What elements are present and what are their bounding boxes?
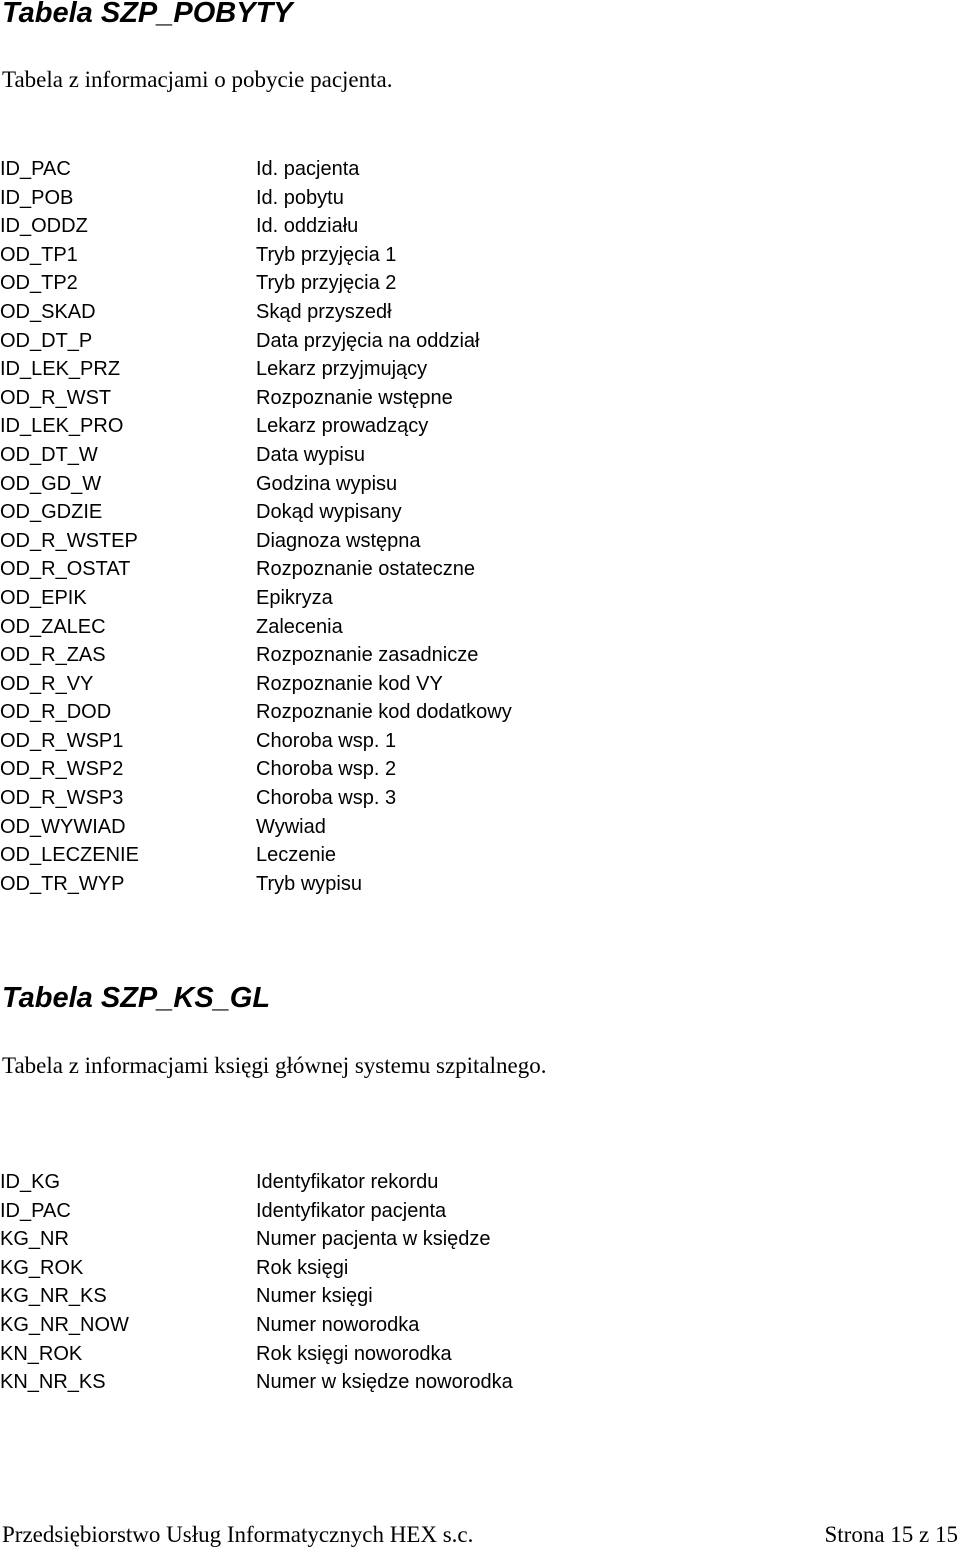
field-name: ID_PAC [0, 1199, 71, 1222]
field-row [0, 384, 940, 413]
field-name: OD_R_WSTEP [0, 529, 138, 552]
field-description: Leczenie [256, 844, 337, 867]
field-description: Data wypisu [256, 443, 365, 466]
field-name: OD_R_WSP3 [0, 787, 124, 810]
field-row [0, 1197, 940, 1226]
section-description: Tabela z informacjami o pobycie pacjenta. [2, 67, 393, 92]
field-name: KG_NR_NOW [0, 1313, 129, 1336]
field-description: Numer w księdze noworodka [256, 1371, 513, 1394]
field-description: Rozpoznanie zasadnicze [256, 644, 479, 667]
field-description: Id. pacjenta [256, 158, 360, 180]
field-description: Tryb przyjęcia 2 [256, 272, 397, 295]
field-row [0, 212, 940, 241]
field-row [0, 1340, 940, 1369]
field-description: Rok księgi [256, 1256, 349, 1279]
field-description: Choroba wsp. 2 [256, 758, 397, 781]
field-name: ID_ODDZ [0, 215, 88, 238]
field-description: Zalecenia [256, 615, 343, 638]
field-name: ID_PAC [0, 158, 71, 180]
field-description: Diagnoza wstępna [256, 529, 421, 552]
field-name: KG_NR [0, 1228, 69, 1251]
field-row [0, 727, 940, 756]
field-row [0, 527, 940, 556]
field-description: Identyfikator pacjenta [256, 1199, 447, 1222]
field-row [0, 241, 940, 270]
field-description: Wywiad [256, 815, 326, 838]
field-name: OD_TP2 [0, 272, 78, 295]
field-row [0, 298, 940, 327]
field-row [0, 813, 940, 842]
field-description: Lekarz prowadzący [256, 415, 429, 438]
field-name: OD_ZALEC [0, 615, 106, 638]
field-row [0, 1282, 940, 1311]
field-description: Choroba wsp. 3 [256, 787, 397, 810]
field-row [0, 641, 940, 670]
field-description: Rozpoznanie kod VY [256, 672, 443, 695]
field-row [0, 584, 940, 613]
field-row [0, 184, 940, 213]
field-row [0, 870, 940, 899]
field-description: Rozpoznanie kod dodatkowy [256, 701, 512, 724]
field-name: KN_ROK [0, 1342, 83, 1365]
field-row [0, 755, 940, 784]
field-row [0, 841, 940, 870]
field-name: OD_R_DOD [0, 701, 112, 724]
field-row [0, 269, 940, 298]
section-title: Tabela SZP_POBYTY [2, 0, 293, 29]
field-name: OD_R_OSTAT [0, 558, 131, 581]
field-name: OD_GDZIE [0, 501, 103, 524]
field-name: OD_DT_W [0, 443, 98, 466]
field-row [0, 1254, 940, 1283]
field-description: Rozpoznanie ostateczne [256, 558, 476, 581]
field-description: Skąd przyszedł [256, 300, 392, 323]
field-name: ID_KG [0, 1171, 61, 1193]
page-footer [2, 1520, 958, 1550]
field-row [0, 698, 940, 727]
field-description: Id. oddziału [256, 215, 359, 238]
field-description: Rok księgi noworodka [256, 1342, 452, 1365]
field-row [0, 441, 940, 470]
field-row [0, 327, 940, 356]
field-row [0, 1225, 940, 1254]
field-name: OD_EPIK [0, 586, 87, 609]
field-row [0, 613, 940, 642]
field-name: ID_POB [0, 186, 74, 209]
field-row [0, 498, 940, 527]
field-name: KG_ROK [0, 1256, 84, 1279]
section-title: Tabela SZP_KS_GL [2, 982, 271, 1014]
field-list [0, 1168, 940, 1397]
field-row [0, 784, 940, 813]
field-list [0, 155, 940, 898]
field-name: OD_TR_WYP [0, 872, 125, 895]
field-row [0, 155, 940, 184]
field-row [0, 470, 940, 499]
field-name: OD_SKAD [0, 300, 96, 323]
field-name: ID_LEK_PRO [0, 415, 124, 438]
field-row [0, 670, 940, 699]
field-description: Tryb przyjęcia 1 [256, 243, 397, 266]
field-name: OD_GD_W [0, 472, 102, 495]
field-description: Numer pacjenta w księdze [256, 1228, 491, 1251]
field-description: Tryb wypisu [256, 872, 362, 895]
section-description: Tabela z informacjami księgi głównej systemu szpitalnego. [2, 1053, 547, 1078]
field-description: Lekarz przyjmujący [256, 358, 428, 381]
field-description: Id. pobytu [256, 186, 344, 209]
field-name: OD_LECZENIE [0, 844, 139, 867]
field-description: Data przyjęcia na oddział [256, 329, 480, 352]
field-description: Epikryza [256, 586, 333, 609]
field-name: OD_TP1 [0, 243, 78, 266]
field-description: Rozpoznanie wstępne [256, 386, 453, 409]
field-name: OD_R_ZAS [0, 644, 106, 667]
field-name: OD_R_WSP1 [0, 729, 124, 752]
field-description: Dokąd wypisany [256, 501, 402, 524]
footer-page-number: Strona 15 z 15 [824, 1522, 958, 1547]
field-row [0, 1311, 940, 1340]
field-description: Numer noworodka [256, 1313, 420, 1336]
field-name: KN_NR_KS [0, 1371, 106, 1394]
field-row [0, 412, 940, 441]
field-row [0, 1368, 940, 1397]
field-row [0, 555, 940, 584]
field-name: OD_WYWIAD [0, 815, 126, 838]
field-name: OD_DT_P [0, 329, 93, 352]
field-name: OD_R_WSP2 [0, 758, 124, 781]
field-description: Identyfikator rekordu [256, 1171, 439, 1193]
field-description: Godzina wypisu [256, 472, 398, 495]
field-description: Choroba wsp. 1 [256, 729, 397, 752]
field-name: OD_R_VY [0, 672, 94, 695]
field-name: ID_LEK_PRZ [0, 358, 121, 381]
field-row [0, 1168, 940, 1197]
field-description: Numer księgi [256, 1285, 373, 1308]
field-row [0, 355, 940, 384]
field-name: OD_R_WST [0, 386, 112, 409]
footer-company: Przedsiębiorstwo Usług Informatycznych HEX s.c. [2, 1522, 474, 1547]
field-name: KG_NR_KS [0, 1285, 107, 1308]
